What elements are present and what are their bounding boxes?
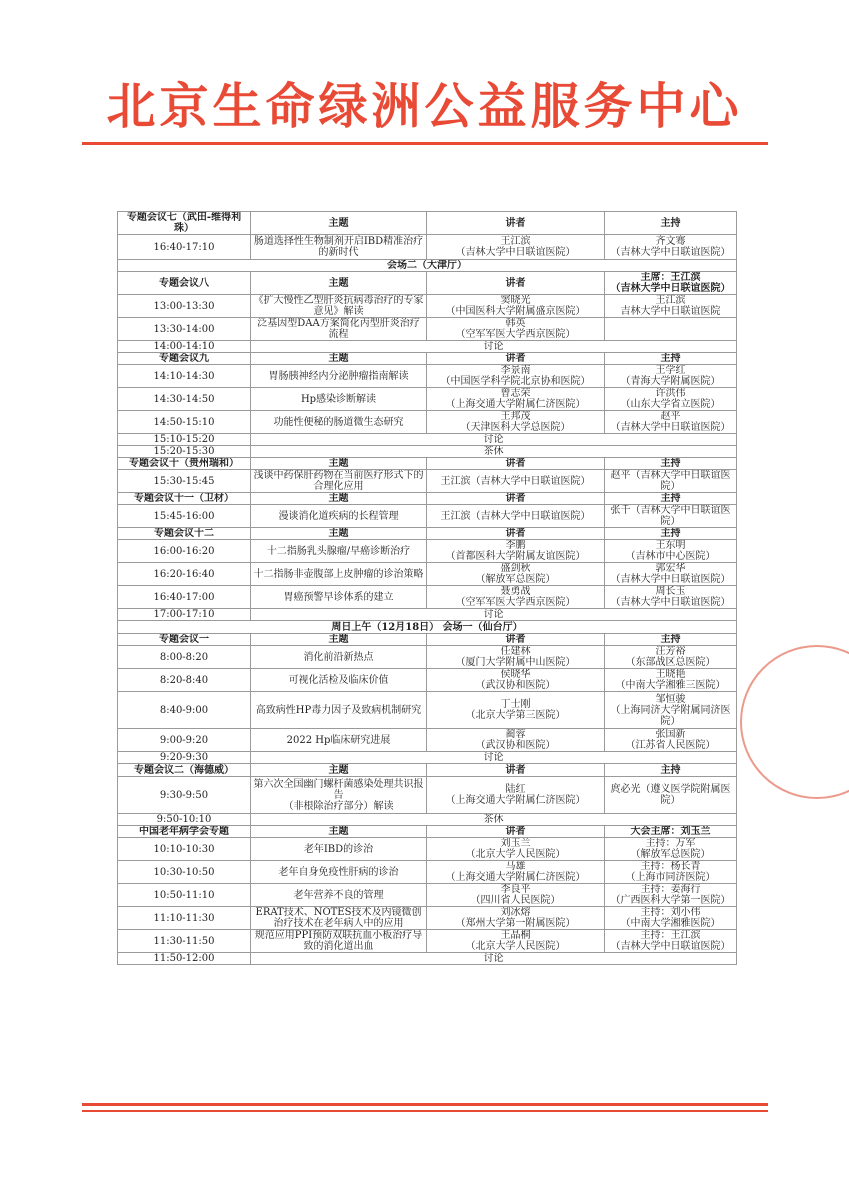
time-cell: 8:20-8:40 <box>118 669 251 692</box>
column-header: 专题会议十（贵州瑞和） <box>118 458 251 470</box>
chair-cell: 许洪伟 （山东大学省立医院） <box>605 388 737 411</box>
schedule-row <box>118 318 737 341</box>
schedule-row <box>118 884 737 907</box>
column-header: 主题 <box>251 272 427 295</box>
speaker-cell: 马雄 （上海交通大学附属仁济医院） <box>427 861 605 884</box>
organization-letterhead-title: 北京生命绿洲公益服务中心 <box>106 78 743 135</box>
column-header: 专题会议八 <box>118 272 251 295</box>
chair-cell: 张千（吉林大学中日联谊医院） <box>605 505 737 528</box>
speaker-cell: 刘玉兰 （北京大学人民医院） <box>427 838 605 861</box>
topic-cell: 高致病性HP毒力因子及致病机制研究 <box>251 692 427 729</box>
column-header: 主持 <box>605 353 737 365</box>
schedule-row <box>118 764 737 777</box>
schedule-row <box>118 729 737 752</box>
column-header: 专题会议二（海德威） <box>118 764 251 777</box>
break-cell: 讨论 <box>251 434 737 446</box>
schedule-row <box>118 388 737 411</box>
speaker-cell: 王江滨 （吉林大学中日联谊医院） <box>427 235 605 260</box>
time-cell: 9:30-9:50 <box>118 777 251 814</box>
schedule-row <box>118 907 737 930</box>
speaker-cell: 窦晓光 （中国医科大学附属盛京医院） <box>427 295 605 318</box>
column-header: 专题会议九 <box>118 353 251 365</box>
speaker-cell: 李鹏 （首都医科大学附属友谊医院） <box>427 540 605 563</box>
topic-cell: 老年营养不良的管理 <box>251 884 427 907</box>
header-divider <box>82 142 768 145</box>
topic-cell: 胃癌预警早诊体系的建立 <box>251 586 427 609</box>
chair-cell: 王晓艳 （中南大学湘雅三医院） <box>605 669 737 692</box>
column-header: 主持 <box>605 493 737 505</box>
chair-cell: 主持：姜海行 （广西医科大学第一医院） <box>605 884 737 907</box>
schedule-row <box>118 669 737 692</box>
conference-schedule-table <box>117 211 737 965</box>
topic-cell: 漫谈消化道疾病的长程管理 <box>251 505 427 528</box>
column-header: 讲者 <box>427 528 605 540</box>
speaker-cell: 王江滨（吉林大学中日联谊医院） <box>427 470 605 493</box>
schedule-row <box>118 434 737 446</box>
column-header: 主持 <box>605 458 737 470</box>
schedule-row <box>118 365 737 388</box>
schedule-row <box>118 493 737 505</box>
schedule-row <box>118 586 737 609</box>
footer-divider-bottom <box>82 1110 768 1112</box>
schedule-row <box>118 609 737 621</box>
speaker-cell: 李良平 （四川省人民医院） <box>427 884 605 907</box>
column-header: 主题 <box>251 528 427 540</box>
topic-cell: 泛基因型DAA方案简化丙型肝炎治疗流程 <box>251 318 427 341</box>
topic-cell: 规范应用PPI预防双联抗血小板治疗导致的消化道出血 <box>251 930 427 953</box>
chair-cell: 周长玉 （吉林大学中日联谊医院） <box>605 586 737 609</box>
speaker-cell: 王江滨（吉林大学中日联谊医院） <box>427 505 605 528</box>
chair-cell: 主持：刘小伟 （中南大学湘雅医院） <box>605 907 737 930</box>
column-header: 讲者 <box>427 493 605 505</box>
schedule-row <box>118 505 737 528</box>
schedule-row <box>118 528 737 540</box>
speaker-cell: 刘冰熔 （郑州大学第一附属医院） <box>427 907 605 930</box>
column-header: 讲者 <box>427 353 605 365</box>
time-cell: 10:10-10:30 <box>118 838 251 861</box>
time-cell: 16:20-16:40 <box>118 563 251 586</box>
topic-cell: 老年自身免疫性肝病的诊治 <box>251 861 427 884</box>
schedule-row <box>118 235 737 260</box>
time-cell: 8:00-8:20 <box>118 646 251 669</box>
schedule-row <box>118 752 737 764</box>
time-cell: 8:40-9:00 <box>118 692 251 729</box>
time-cell: 17:00-17:10 <box>118 609 251 621</box>
speaker-cell: 曾志荣 （上海交通大学附属仁济医院） <box>427 388 605 411</box>
chair-cell: 王东明 （吉林市中心医院） <box>605 540 737 563</box>
topic-cell: 十二指肠乳头腺瘤/早癌诊断治疗 <box>251 540 427 563</box>
time-cell: 9:00-9:20 <box>118 729 251 752</box>
schedule-row <box>118 470 737 493</box>
schedule-row <box>118 838 737 861</box>
time-cell: 15:10-15:20 <box>118 434 251 446</box>
time-cell: 13:30-14:00 <box>118 318 251 341</box>
schedule-row <box>118 930 737 953</box>
schedule-row <box>118 272 737 295</box>
speaker-cell: 李景南 （中国医学科学院北京协和医院） <box>427 365 605 388</box>
speaker-cell: 侯晓华 （武汉协和医院） <box>427 669 605 692</box>
topic-cell: 《扩大慢性乙型肝炎抗病毒治疗的专家意见》解读 <box>251 295 427 318</box>
column-header: 讲者 <box>427 212 605 235</box>
schedule-row <box>118 826 737 838</box>
speaker-cell: 盛剑秋 （解放军总医院） <box>427 563 605 586</box>
column-header: 讲者 <box>427 634 605 646</box>
break-cell: 茶休 <box>251 446 737 458</box>
topic-cell: 消化前沿新热点 <box>251 646 427 669</box>
schedule-row <box>118 540 737 563</box>
break-cell: 讨论 <box>251 609 737 621</box>
column-header: 专题会议十一（卫材） <box>118 493 251 505</box>
time-cell: 11:10-11:30 <box>118 907 251 930</box>
time-cell: 14:10-14:30 <box>118 365 251 388</box>
schedule-row <box>118 411 737 434</box>
topic-cell: 功能性便秘的肠道微生态研究 <box>251 411 427 434</box>
venue-heading: 周日上午（12月18日） 会场一（仙台厅） <box>118 621 737 634</box>
chair-cell: 主持：万军 （解放军总医院） <box>605 838 737 861</box>
topic-cell: Hp感染诊断解读 <box>251 388 427 411</box>
speaker-cell: 韩英 （空军军医大学西京医院） <box>427 318 605 341</box>
time-cell: 16:40-17:10 <box>118 235 251 260</box>
schedule-row <box>118 341 737 353</box>
column-header: 主席：王江滨 （吉林大学中日联谊医院） <box>605 272 737 295</box>
topic-cell: 可视化活检及临床价值 <box>251 669 427 692</box>
column-header: 主题 <box>251 764 427 777</box>
time-cell: 9:20-9:30 <box>118 752 251 764</box>
speaker-cell: 丁士刚 （北京大学第三医院） <box>427 692 605 729</box>
column-header: 主持 <box>605 764 737 777</box>
chair-cell: 齐文骞 （吉林大学中日联谊医院） <box>605 235 737 260</box>
schedule-row <box>118 814 737 826</box>
topic-cell: 胃肠胰神经内分泌肿瘤指南解读 <box>251 365 427 388</box>
time-cell: 11:30-11:50 <box>118 930 251 953</box>
chair-cell: 赵平 （吉林大学中日联谊医院） <box>605 411 737 434</box>
schedule-row <box>118 646 737 669</box>
speaker-cell: 蔺蓉 （武汉协和医院） <box>427 729 605 752</box>
column-header: 主题 <box>251 212 427 235</box>
topic-cell: ERAT技术、NOTES技术及内镜微创治疗技术在老年病人中的应用 <box>251 907 427 930</box>
speaker-cell: 聂勇战 （空军军医大学西京医院） <box>427 586 605 609</box>
speaker-cell: 任建林 （厦门大学附属中山医院） <box>427 646 605 669</box>
footer-divider-top <box>82 1103 768 1106</box>
time-cell: 14:00-14:10 <box>118 341 251 353</box>
speaker-cell: 王晶桐 （北京大学人民医院） <box>427 930 605 953</box>
chair-cell: 郭宏华 （吉林大学中日联谊医院） <box>605 563 737 586</box>
column-header: 主题 <box>251 493 427 505</box>
chair-cell: 主持：杨长青 （上海市同济医院） <box>605 861 737 884</box>
time-cell: 16:40-17:00 <box>118 586 251 609</box>
column-header: 主题 <box>251 458 427 470</box>
break-cell: 讨论 <box>251 752 737 764</box>
topic-cell: 浅谈中药保肝药物在当前医疗形式下的合理化应用 <box>251 470 427 493</box>
chair-cell: 张国新 （江苏省人民医院） <box>605 729 737 752</box>
time-cell: 15:20-15:30 <box>118 446 251 458</box>
time-cell: 11:50-12:00 <box>118 953 251 965</box>
column-header: 专题会议十二 <box>118 528 251 540</box>
schedule-row <box>118 563 737 586</box>
speaker-cell: 王邦茂 （天津医科大学总医院） <box>427 411 605 434</box>
column-header: 主题 <box>251 353 427 365</box>
time-cell: 10:30-10:50 <box>118 861 251 884</box>
column-header: 主题 <box>251 826 427 838</box>
schedule-row <box>118 777 737 814</box>
schedule-row <box>118 621 737 634</box>
chair-cell: 王学红 （青海大学附属医院） <box>605 365 737 388</box>
chair-cell: 汪芳裕 （东部战区总医院） <box>605 646 737 669</box>
schedule-row <box>118 861 737 884</box>
topic-cell: 十二指肠非壶腹部上皮肿瘤的诊治策略 <box>251 563 427 586</box>
chair-cell: 庹必光（遵义医学院附属医院） <box>605 777 737 814</box>
topic-cell: 肠道选择性生物制剂开启IBD精准治疗的新时代 <box>251 235 427 260</box>
topic-cell: 老年IBD的诊治 <box>251 838 427 861</box>
column-header: 大会主席：刘玉兰 <box>605 826 737 838</box>
column-header: 讲者 <box>427 764 605 777</box>
speaker-cell: 陆红 （上海交通大学附属仁济医院） <box>427 777 605 814</box>
column-header: 讲者 <box>427 458 605 470</box>
chair-cell: 主持：王江滨 （吉林大学中日联谊医院） <box>605 930 737 953</box>
column-header: 主持 <box>605 212 737 235</box>
time-cell: 16:00-16:20 <box>118 540 251 563</box>
red-seal-stamp <box>740 645 849 799</box>
column-header: 讲者 <box>427 826 605 838</box>
column-header: 主题 <box>251 634 427 646</box>
time-cell: 15:45-16:00 <box>118 505 251 528</box>
chair-cell: 邹恒骏 （上海同济大学附属同济医院） <box>605 692 737 729</box>
time-cell: 9:50-10:10 <box>118 814 251 826</box>
break-cell: 讨论 <box>251 341 737 353</box>
schedule-row <box>118 692 737 729</box>
chair-cell: 王江滨 吉林大学中日联谊医院 <box>605 295 737 318</box>
schedule-row <box>118 953 737 965</box>
column-header: 专题会议七（武田-维得利珠） <box>118 212 251 235</box>
schedule-row <box>118 212 737 235</box>
column-header: 主持 <box>605 634 737 646</box>
column-header: 讲者 <box>427 272 605 295</box>
time-cell: 10:50-11:10 <box>118 884 251 907</box>
break-cell: 讨论 <box>251 953 737 965</box>
schedule-row <box>118 353 737 365</box>
schedule-row <box>118 458 737 470</box>
column-header: 中国老年病学会专题 <box>118 826 251 838</box>
break-cell: 茶休 <box>251 814 737 826</box>
schedule-row <box>118 634 737 646</box>
column-header: 专题会议一 <box>118 634 251 646</box>
chair-cell: 赵平（吉林大学中日联谊医院） <box>605 470 737 493</box>
time-cell: 15:30-15:45 <box>118 470 251 493</box>
chair-cell <box>605 318 737 341</box>
time-cell: 14:50-15:10 <box>118 411 251 434</box>
schedule-row <box>118 260 737 272</box>
topic-cell: 第六次全国幽门螺杆菌感染处理共识报告 （非根除治疗部分）解读 <box>251 777 427 814</box>
time-cell: 14:30-14:50 <box>118 388 251 411</box>
schedule-row <box>118 295 737 318</box>
venue-heading: 会场二（大津厅） <box>118 260 737 272</box>
column-header: 主持 <box>605 528 737 540</box>
topic-cell: 2022 Hp临床研究进展 <box>251 729 427 752</box>
time-cell: 13:00-13:30 <box>118 295 251 318</box>
schedule-row <box>118 446 737 458</box>
